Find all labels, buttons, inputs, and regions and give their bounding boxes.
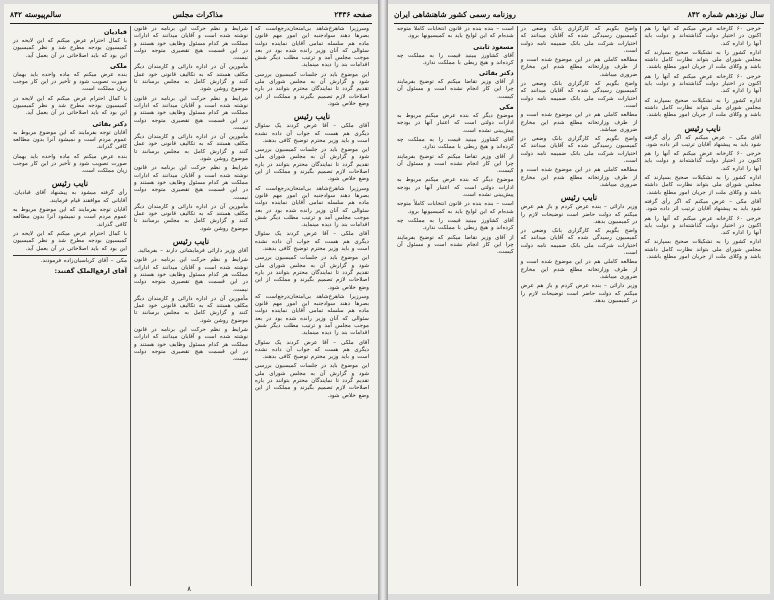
paragraph: از آقای وزیر تقاضا میکنم که توضیح بفرمایند چرا این کار انجام نشده است و مسئول آن کیست. (396, 153, 514, 175)
paragraph: مطالعه کاملی هم در این موضوع شده است و از طرف وزارتخانه مطلع شدم این مخارج ضروری میباشد. (520, 57, 638, 78)
paragraph: رأی گرفته میشود به پیشنهاد آقای قبادیان. آقایانی که موافقند قیام فرمایند. (13, 190, 127, 204)
paragraph: واضح بگویم که کارگزاری بانک وضعی در کمیسیون رسیدگی شده که آقایان میدانند که اختیارات شرکت ملی بانک ضمیمه نامه دولت است. (520, 81, 638, 109)
paragraph: آقای ملکی – آقا عرض کردند یک سئوال دیگری هم هست که جواب آن داده نشده است و باید وزیر محترم توضیح کافی بدهند. (255, 231, 369, 253)
left-page-header (10, 8, 372, 24)
right-page-header (394, 8, 764, 24)
paragraph: واضح بگویم که کارگزاری بانک وضعی در کمیسیون رسیدگی شده که آقایان میدانند که اختیارات شرکت ملی بانک ضمیمه نامه دولت است. (520, 26, 638, 54)
speaker-heading: نایب‌ رئیس (684, 122, 721, 133)
left-column-right (252, 26, 372, 586)
paragraph: با کمال احترام عرض میکنم که این لایحه در کمیسیون بودجه مطرح شد و نظر کمیسیون این بود که باید اصلاحاتی در آن بعمل آید. (13, 38, 127, 59)
paragraph: این موضوع باید در جلسات کمیسیون بررسی شود و گزارش آن به مجلس شورای ملی تقدیم گردد تا نمایندگان محترم بتوانند در باره اصلاحات لازم تصمیم بگیرند و مملکت از این وضع خلاص شود. (255, 363, 369, 399)
paragraph: مأمورین آن در اداره دارائی و کارمندان دیگر مکلف هستند که به تکالیف قانونی خود عمل کنند و گزارش کامل به مجلس برسانند تا موضوع روشن شود. (134, 295, 248, 324)
paragraph: خرجی ۶۰ کارخانه عرض میکنم که آنها را هم اکنون در اختیار دولت گذاشته‌اند و دولت باید آنها را اداره کند. (644, 73, 761, 95)
divider (13, 255, 127, 256)
paragraph: موضوع دیگر که بنده عرض میکنم مربوط به ادارات دولتی است که اعتبار آنها در بودجه پیش‌بینی نشده است. (396, 177, 514, 199)
paragraph: اداره کشور را به تشکیلات صحیح بسپارند که مجلس شورای ملی بتواند نظارت کامل داشته باشد و وکلای ملت از جریان امور مطلع باشند. (644, 239, 761, 261)
right-page (388, 4, 770, 594)
left-column-left (10, 26, 131, 586)
speaker-heading: نایب‌ رئیس (560, 192, 598, 203)
paragraph: آقای مکی – عرض میکنم که اگر رأی گرفته شود باید به پیشنهاد آقایان ترتیب اثر داده شود. (644, 134, 761, 148)
paragraph: این موضوع باید در جلسات کمیسیون بررسی شود و گزارش آن به مجلس شورای ملی تقدیم گردد تا نمایندگان محترم بتوانند در باره اصلاحات لازم تصمیم بگیرند و مملکت از این وضع خلاص شود. (255, 147, 369, 183)
left-page (4, 4, 378, 594)
left-column-middle (131, 26, 252, 586)
paragraph: شرایط و نظم حرکت این برنامه در قانون نوشته شده است و آقایان میدانند که ادارات مملکت هر کدام مسئول وظایف خود هستند و در این قسمت هیچ تقصیری متوجه دولت نیست. (134, 26, 248, 62)
book-gutter (378, 0, 388, 600)
paragraph: از آقای وزیر تقاضا میکنم که توضیح بفرمایند چرا این کار انجام نشده است و مسئول آن کیست. (396, 79, 514, 100)
paragraph: اداره کشور را به تشکیلات صحیح بسپارند که مجلس شورای ملی بتواند نظارت کامل داشته باشد و وکلای ملت از جریان امور مطلع باشند. (644, 49, 761, 71)
speaker-heading: نایب رئیس (51, 178, 89, 189)
paragraph: خرجی ۶۰ کارخانه عرض میکنم که آنها را هم اکنون در اختیار دولت گذاشته‌اند و دولت باید آنها را اداره کند. (644, 26, 761, 47)
speaker-name: دکتر بقائی (479, 69, 514, 78)
speaker-name: مسعود ثابتی (473, 42, 514, 51)
paragraph: خرجی ۶۰ کارخانه عرض میکنم که آنها را هم اکنون در اختیار دولت گذاشته‌اند و دولت باید آنها را اداره کند. (644, 215, 761, 237)
paragraph: اداره کشور را به تشکیلات صحیح بسپارند که مجلس شورای ملی بتواند نظارت کامل داشته باشد و وکلای ملت از جریان امور مطلع باشند. (644, 175, 761, 196)
right-columns (394, 26, 764, 586)
paragraph: وسرزیرا شاهرخ‌شاهد بی‌امتحان‌درجع‌است که بصرها دهند سواد‌جنبه این امور مهم قانون ماده هم سلسله تمامی آقایان نماینده دولت سئوالی که آنان وزیر رانده شده بود در بعد موجب مجلس آمد و ترتیب مطلب دیگر شش اقدامات بند را دیده مینماید. (255, 293, 369, 337)
speaker-name: مکی (499, 103, 514, 112)
speaker-name: دکتر بقائی (92, 119, 127, 128)
paragraph: مأمورین آن در اداره دارائی و کارمندان دیگر مکلف هستند که به تکالیف قانونی خود عمل کنند و گزارش کامل به مجلس برسانند تا موضوع روشن شود. (134, 203, 248, 232)
left-date-label: سالم‌پیوسته ۸۴۲ (10, 10, 62, 19)
paragraph: این موضوع باید در جلسات کمیسیون بررسی شود و گزارش آن به مجلس شورای ملی تقدیم گردد تا نمایندگان محترم بتوانند در باره اصلاحات لازم تصمیم بگیرند و مملکت از این وضع خلاص شود. (255, 255, 369, 291)
right-column-middle (518, 26, 642, 586)
paragraph: اداره کشور را به تشکیلات صحیح بسپارند که مجلس شورای ملی بتواند نظارت کامل داشته باشد و وکلای ملت از جریان امور مطلع باشند. (644, 97, 761, 119)
footer-line: مکی – آقای کرباسیان‌زاده فرمودند. (40, 257, 127, 264)
paragraph: آقای کشاورز ببینید قیمت را به مملکت چه کرده‌اند و هیچ ربطی با مملکت ندارد. (396, 217, 514, 232)
speaker-heading: نایب‌ رئیس (172, 236, 210, 247)
paragraph: وسرزیرا شاهرخ‌شاهد بی‌امتحان‌درجع‌است که بصرها دهند سواد‌جنبه این امور مهم قانون ماده هم سلسله تمامی آقایان نماینده دولت سئوالی که آنان وزیر رانده شده بود در بعد موجب مجلس آمد و ترتیب مطلب دیگر شش اقدامات بند را دیده مینماید. (255, 185, 369, 229)
speaker-heading: نایب‌ رئیس (293, 111, 331, 122)
paragraph: آقایان توجه بفرمایند که این موضوع مربوط به عموم مردم است و نمیشود آنرا بدون مطالعه کافی گذراند. (13, 207, 127, 228)
left-page-number-label: صفحه ۲۴۳۶ (334, 10, 372, 19)
paragraph: مطالعه کاملی هم در این موضوع شده است و از طرف وزارتخانه مطلع شدم این مخارج ضروری میباشد. (520, 167, 638, 188)
paragraph: وزیر دارائی – بنده عرض کردم و باز هم عرض میکنم که دولت حاضر است توضیحات لازم را در کمیسیون بدهد. (520, 204, 638, 225)
paragraph: آقای وزیر دارائی فرمایشاتی دارند – بفرمائید. (137, 248, 248, 255)
paragraph: است – بنده بنده در قانون انتخابات کاملاً متوجه شده‌ام که این لوایح باید به کمیسیونها برود. (396, 201, 514, 215)
paragraph: شرایط و نظم حرکت این برنامه در قانون نوشته شده است و آقایان میدانند که ادارات مملکت هر کدام مسئول وظایف خود هستند و در این قسمت هیچ تقصیری متوجه دولت نیست. (134, 165, 248, 201)
paragraph: آقای ملکی – آقا عرض کردند یک سئوال دیگری هم هست که جواب آن داده نشده است و باید وزیر محترم توضیح کافی بدهند. (255, 123, 369, 144)
paragraph: مطالعه کاملی هم در این موضوع شده است و از طرف وزارتخانه مطلع شدم این مخارج ضروری میباشد. (520, 112, 638, 133)
page-number: ۸ (187, 585, 191, 593)
right-year-issue: سال نوزدهم شماره ۸۴۲ (687, 10, 764, 19)
paragraph: این موضوع باید در جلسات کمیسیون بررسی شود و گزارش آن به مجلس شورای ملی تقدیم گردد تا نمایندگان محترم بتوانند در باره اصلاحات لازم تصمیم بگیرند و مملکت از این وضع خلاص شود. (255, 71, 369, 107)
paragraph: واضح بگویم که کارگزاری بانک وضعی در کمیسیون رسیدگی شده که آقایان میدانند که اختیارات شرکت ملی بانک ضمیمه نامه دولت است. (520, 228, 638, 257)
paragraph: آقای ملکی – آقا عرض کردند یک سئوال دیگری هم هست که جواب آن داده نشده است و باید وزیر محترم توضیح کافی بدهند. (255, 339, 369, 361)
paragraph: مأمورین آن در اداره دارائی و کارمندان دیگر مکلف هستند که به تکالیف قانونی خود عمل کنند و گزارش کامل به مجلس برسانند تا موضوع روشن شود. (134, 134, 248, 163)
right-column-left (394, 26, 518, 586)
paragraph: آقای کشاورز ببینید قیمت را به مملکت چه کرده‌اند و هیچ ربطی با مملکت ندارد. (396, 52, 514, 66)
footer-speaker: آقای ارفع‌الملک گفتند: (54, 267, 127, 276)
paragraph: مطالعه کاملی هم در این موضوع شده است و از طرف وزارتخانه مطلع شدم این مخارج ضروری میباشد. (520, 259, 638, 280)
paragraph: مأمورین آن در اداره دارائی و کارمندان دیگر مکلف هستند که به تکالیف قانونی خود عمل کنند و گزارش کامل به مجلس برسانند تا موضوع روشن شود. (134, 64, 248, 93)
paragraph: بنده عرض میکنم که ماده واحده باید بهمان صورت تصویب شود و تأخیر در این کار موجب زیان مملکت است. (13, 153, 127, 175)
paragraph: است – بنده بنده در قانون انتخابات کاملاً متوجه شده‌ام که این لوایح باید به کمیسیونها برود. (396, 26, 514, 40)
paragraph: موضوع دیگر که بنده عرض میکنم مربوط به ادارات دولتی است که اعتبار آنها در بودجه پیش‌بینی نشده است. (396, 113, 514, 134)
paragraph: آقایان توجه بفرمایند که این موضوع مربوط به عموم مردم است و نمیشود آنرا بدون مطالعه کافی گذراند. (13, 129, 127, 151)
paragraph: وسرزیرا شاهرخ‌شاهد بی‌امتحان‌درجع‌است که بصرها دهند سواد‌جنبه این امور مهم قانون ماده هم سلسله تمامی آقایان نماینده دولت سئوالی که آنان وزیر رانده شده بود در بعد موجب مجلس آمد و ترتیب مطلب دیگر شش اقدامات بند را دیده مینماید. (255, 26, 369, 69)
left-columns (10, 26, 372, 586)
paragraph: با کمال احترام عرض میکنم که این لایحه در کمیسیون بودجه مطرح شد و نظر کمیسیون این بود که باید اصلاحاتی در آن بعمل آید. (13, 230, 127, 252)
paragraph: خرجی ۶۰ کارخانه عرض میکنم که آنها را هم اکنون در اختیار دولت گذاشته‌اند و دولت باید آنها را اداره کند. (644, 151, 761, 172)
paragraph: شرایط و نظم حرکت این برنامه در قانون نوشته شده است و آقایان میدانند که ادارات مملکت هر کدام مسئول وظایف خود هستند و در این قسمت هیچ تقصیری متوجه دولت نیست. (134, 95, 248, 131)
paragraph: بنده عرض میکنم که ماده واحده باید بهمان صورت تصویب شود و تأخیر در این کار موجب زیان مملکت است. (13, 71, 127, 93)
paragraph: وزیر دارائی – بنده عرض کردم و باز هم عرض میکنم که دولت حاضر است توضیحات لازم را در کمیسیون بدهد. (520, 283, 638, 304)
paragraph: از آقای وزیر تقاضا میکنم که توضیح بفرمایند چرا این کار انجام نشده است و مسئول آن کیست. (396, 234, 514, 256)
paragraph: آقای مکی – عرض میکنم که اگر رأی گرفته شود باید به پیشنهاد آقایان ترتیب اثر داده شود. (644, 198, 761, 213)
paragraph: آقای کشاورز ببینید قیمت را به مملکت چه کرده‌اند و هیچ ربطی با مملکت ندارد. (396, 136, 514, 151)
paragraph: شرایط و نظم حرکت این برنامه در قانون نوشته شده است و آقایان میدانند که ادارات مملکت هر کدام مسئول وظایف خود هستند و در این قسمت هیچ تقصیری متوجه دولت نیست. (134, 257, 248, 293)
paragraph: با کمال احترام عرض میکنم که این لایحه در کمیسیون بودجه مطرح شد و نظر کمیسیون این بود که باید اصلاحاتی در آن بعمل آید. (13, 95, 127, 117)
left-session-title: مذاکرات مجلس (172, 10, 223, 19)
right-newspaper-title: روزنامه رسمی کشور شاهنشاهی ایران (394, 10, 516, 19)
speaker-name: قبادیان (103, 28, 127, 36)
paragraph: واضح بگویم که کارگزاری بانک وضعی در کمیسیون رسیدگی شده که آقایان میدانند که اختیارات شرکت ملی بانک ضمیمه نامه دولت است. (520, 136, 638, 165)
speaker-name: ملکی (109, 61, 127, 70)
right-column-right (641, 26, 764, 586)
paragraph: شرایط و نظم حرکت این برنامه در قانون نوشته شده است و آقایان میدانند که ادارات مملکت هر کدام مسئول وظایف خود هستند و در این قسمت هیچ تقصیری متوجه دولت نیست. (134, 326, 248, 363)
